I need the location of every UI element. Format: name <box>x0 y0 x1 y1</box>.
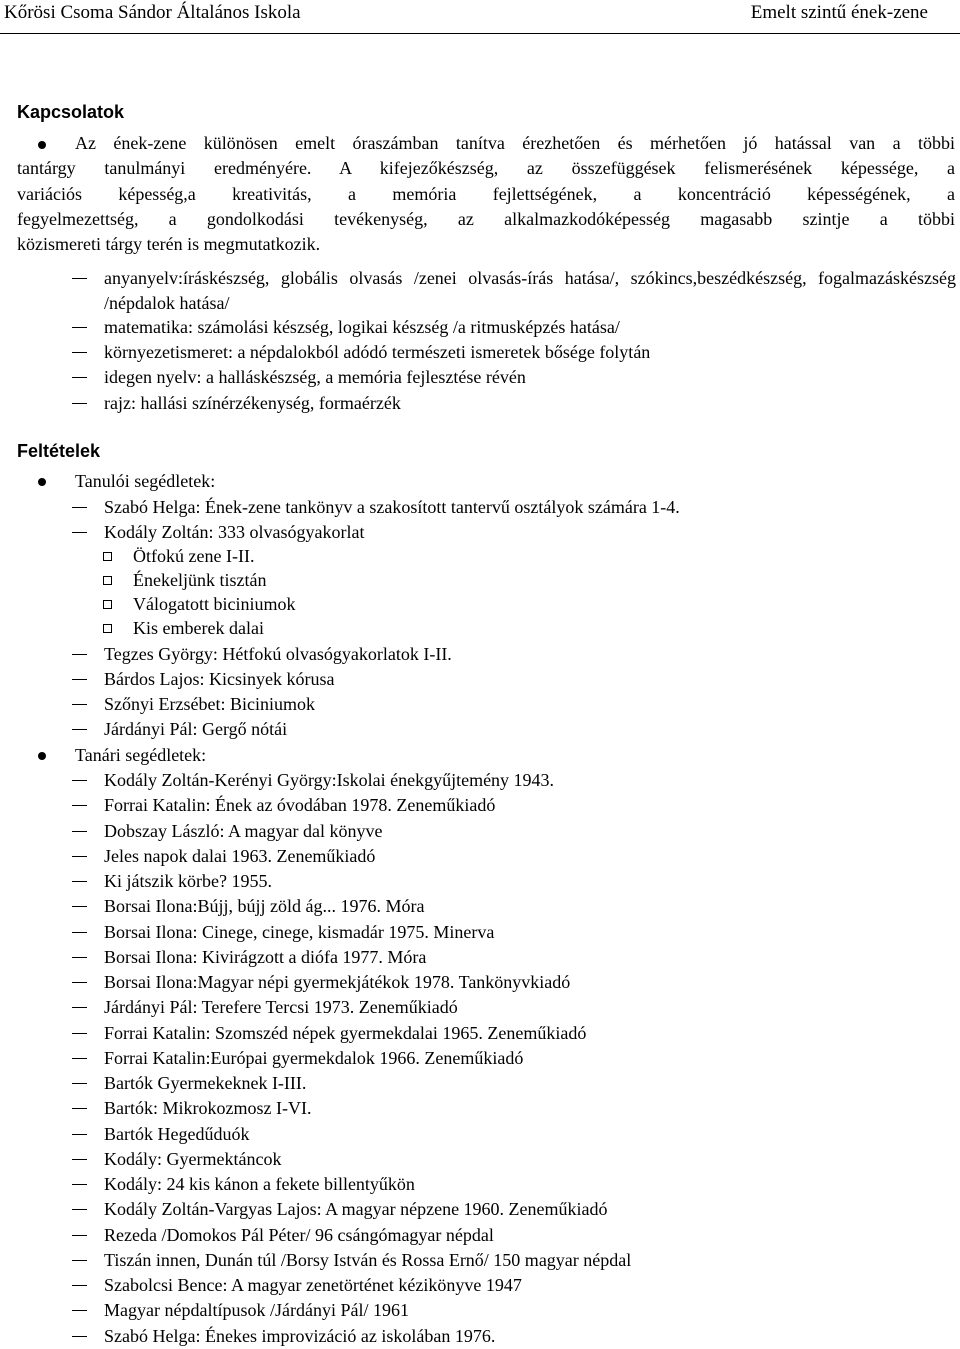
dash-marker <box>72 403 87 404</box>
list-item: Szőnyi Erzsébet: Biciniumok <box>104 694 315 714</box>
list-item: Borsai Ilona:Bújj, bújj zöld ág... 1976. Móra <box>104 896 425 916</box>
section-title-kapcsolatok: Kapcsolatok <box>17 102 125 122</box>
dash-marker <box>72 1336 87 1337</box>
dash-marker <box>72 1285 87 1286</box>
dash-marker <box>72 1083 87 1084</box>
dash-marker <box>72 906 87 907</box>
dash-marker <box>72 1108 87 1109</box>
paragraph-line: Az ének-zene különösen emelt óraszámban tanítva érezhetően és mérhetően jó hatással van a többi <box>75 133 955 153</box>
dash-marker <box>72 704 87 705</box>
dash-marker <box>72 1310 87 1311</box>
dash-marker <box>72 957 87 958</box>
dash-marker <box>72 805 87 806</box>
list-item: Járdányi Pál: Gergő nótái <box>104 719 288 739</box>
list-item: Bartók: Mikrokozmosz I-VI. <box>104 1098 312 1118</box>
dash-marker <box>72 932 87 933</box>
dash-marker <box>72 1209 87 1210</box>
dash-marker <box>72 729 87 730</box>
kapcsolatok-paragraph <box>17 131 955 257</box>
bullet-dot <box>38 752 46 760</box>
page-header <box>0 0 960 34</box>
list-item: Kodály Zoltán-Kerényi György:Iskolai énekgyűjtemény 1943. <box>104 770 555 790</box>
list-item: környezetismeret: a népdalokból adódó természeti ismeretek bősége folytán <box>104 342 651 362</box>
dash-marker <box>72 856 87 857</box>
dash-marker <box>72 278 87 279</box>
dash-marker <box>72 1134 87 1135</box>
dash-marker <box>72 654 87 655</box>
list-item: Magyar népdaltípusok /Járdányi Pál/ 1961 <box>104 1300 409 1320</box>
list-item: Kodály: 24 kis kánon a fekete billentyűkön <box>104 1174 415 1194</box>
paragraph-line: közismereti tárgy terén is megmutatkozik. <box>17 234 321 255</box>
list-item: Járdányi Pál: Terefere Tercsi 1973. Zeneműkiadó <box>104 997 458 1017</box>
list-item: Bartók Hegedűduók <box>104 1124 250 1144</box>
list-item: Szabó Helga: Énekes improvizáció az iskolában 1976. <box>104 1326 496 1346</box>
list-item: idegen nyelv: a halláskészség, a memória fejlesztése révén <box>104 367 526 387</box>
dash-marker <box>72 780 87 781</box>
bullet-dot <box>38 478 46 486</box>
dash-marker <box>72 352 87 353</box>
square-marker <box>103 624 112 633</box>
dash-marker <box>72 507 87 508</box>
paragraph-line: tantárgy tanulmányi eredményére. A kifejezőkészség, az összefüggések felismerésének képessége, a <box>17 158 955 179</box>
sub-list-item: Kis emberek dalai <box>133 618 264 638</box>
tanari-label: Tanári segédletek: <box>75 745 207 765</box>
dash-marker <box>72 327 87 328</box>
square-marker <box>103 600 112 609</box>
subject-name: Emelt szintű ének-zene <box>750 2 928 23</box>
list-item: Jeles napok dalai 1963. Zeneműkiadó <box>104 846 376 866</box>
list-item: Rezeda /Domokos Pál Péter/ 96 csángómagyar népdal <box>104 1225 494 1245</box>
dash-marker <box>72 1033 87 1034</box>
dash-marker <box>72 982 87 983</box>
tanuloi-label: Tanulói segédletek: <box>75 471 216 491</box>
list-item: Forrai Katalin: Ének az óvodában 1978. Zeneműkiadó <box>104 795 496 815</box>
list-item: Dobszay László: A magyar dal könyve <box>104 821 383 841</box>
dash-marker <box>72 1235 87 1236</box>
list-item: rajz: hallási színérzékenység, formaérzék <box>104 393 401 413</box>
square-marker <box>103 552 112 561</box>
list-item: Borsai Ilona: Cinege, cinege, kismadár 1975. Minerva <box>104 922 495 942</box>
list-item: Bárdos Lajos: Kicsinyek kórusa <box>104 669 335 689</box>
paragraph-line: variációs képesség,a kreativitás, a memória fejlettségének, a koncentráció képességének, a <box>17 183 955 204</box>
dash-marker <box>72 1058 87 1059</box>
section-title-feltetelek: Feltételek <box>17 441 101 461</box>
list-item: Tiszán innen, Dunán túl /Borsy István és Rossa Ernő/ 150 magyar népdal <box>104 1250 632 1270</box>
list-item: Szabó Helga: Ének-zene tankönyv a szakosított tantervű osztályok számára 1-4. <box>104 497 680 517</box>
list-item: Bartók Gyermekeknek I-III. <box>104 1073 307 1093</box>
list-item: Borsai Ilona:Magyar népi gyermekjátékok 1978. Tankönyvkiadó <box>104 972 571 992</box>
header-rule <box>0 33 960 34</box>
list-item: Ki játszik körbe? 1955. <box>104 871 272 891</box>
dash-marker <box>72 377 87 378</box>
dash-marker <box>72 1184 87 1185</box>
bullet-dot <box>38 141 46 149</box>
dash-marker <box>72 1159 87 1160</box>
list-item: Kodály Zoltán-Vargyas Lajos: A magyar népzene 1960. Zeneműkiadó <box>104 1199 608 1219</box>
list-item: Forrai Katalin:Európai gyermekdalok 1966. Zeneműkiadó <box>104 1048 524 1068</box>
dash-marker <box>72 679 87 680</box>
dash-marker <box>72 1260 87 1261</box>
square-marker <box>103 576 112 585</box>
sub-list-item: Ötfokú zene I-II. <box>133 546 255 566</box>
sub-list-item: Válogatott biciniumok <box>133 594 296 614</box>
paragraph-line: fegyelmezettség, a gondolkodási tevékenység, az alkalmazkodóképesség magasabb szintje a többi <box>17 208 955 229</box>
dash-marker <box>72 1007 87 1008</box>
list-item: Kodály Zoltán: 333 olvasógyakorlat <box>104 522 365 542</box>
list-item: Borsai Ilona: Kivirágzott a diófa 1977. Móra <box>104 947 427 967</box>
list-item: Kodály: Gyermektáncok <box>104 1149 282 1169</box>
list-item: Tegzes György: Hétfokú olvasógyakorlatok I-II. <box>104 644 452 664</box>
dash-marker <box>72 831 87 832</box>
school-name: Kőrösi Csoma Sándor Általános Iskola <box>4 2 301 23</box>
list-item: Szabolcsi Bence: A magyar zenetörténet kézikönyve 1947 <box>104 1275 522 1295</box>
list-item: anyanyelv:íráskészség, globális olvasás /zenei olvasás-írás hatása/, szókincs,beszédkészség, fogalmazáskészség /népdalok hatása/ <box>104 268 956 313</box>
dash-marker <box>72 881 87 882</box>
list-item: Forrai Katalin: Szomszéd népek gyermekdalai 1965. Zeneműkiadó <box>104 1023 587 1043</box>
dash-marker <box>72 532 87 533</box>
sub-list-item: Énekeljünk tisztán <box>133 570 267 590</box>
list-item: matematika: számolási készség, logikai készség /a ritmusképzés hatása/ <box>104 317 620 337</box>
